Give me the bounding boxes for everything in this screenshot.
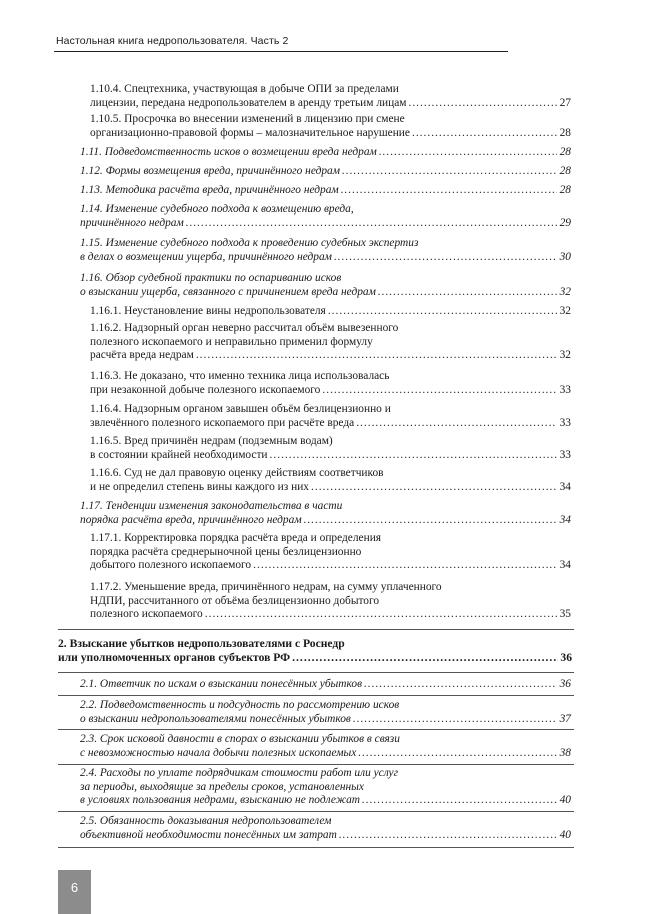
toc-entry	[90, 403, 571, 430]
toc-entry	[90, 113, 571, 140]
leader-dots	[205, 608, 557, 622]
toc-entry	[80, 699, 571, 726]
toc-entry	[90, 370, 571, 397]
toc-page-number: 40	[559, 828, 571, 841]
section-divider	[58, 811, 574, 812]
toc-entry-line: 1.16.5. Вред причинён недрам (подземным водам)	[90, 435, 333, 447]
toc-entry-line: 1.10.4. Спецтехника, участвующая в добыче ОПИ за пределами	[90, 83, 399, 95]
toc-entry-line: 2.3. Срок исковой давности в спорах о взыскании убытков в связи	[80, 733, 400, 745]
toc-page-number: 34	[559, 559, 571, 572]
toc-entry	[80, 767, 571, 808]
toc-entry-title: лицензии, передана недропользователем в аренду третьим лицам	[90, 96, 407, 109]
toc-page-number: 28	[559, 165, 571, 177]
toc-entry	[80, 203, 571, 230]
toc-page-number: 28	[559, 184, 571, 196]
leader-dots	[339, 829, 557, 843]
toc-entry-title: объективной необходимости понесённых им затрат	[80, 828, 337, 841]
toc-entry	[80, 272, 571, 299]
leader-dots	[186, 217, 557, 231]
leader-dots	[341, 184, 557, 198]
toc-entry-title: 2.1. Ответчик по искам о взыскании понесённых убытков	[80, 678, 363, 690]
toc-page-number: 40	[559, 794, 571, 807]
leader-dots	[353, 713, 557, 727]
toc-entry	[90, 467, 571, 494]
toc-page-number: 32	[559, 305, 571, 317]
toc-entry	[80, 237, 571, 264]
leader-dots	[364, 678, 557, 692]
toc-entry-line: 2.4. Расходы по уплате подрядчикам стоимости работ или услуг	[80, 767, 399, 779]
toc-entry-line: 2. Взыскание убытков недропользователями с Роснедр	[58, 637, 345, 650]
toc-entry-title: причинённого недрам	[80, 216, 184, 229]
toc-entry-line: 1.16. Обзор судебной практики по оспариванию исков	[80, 272, 342, 284]
toc-entry-title: 1.11. Подведомственность исков о возмещении вреда недрам	[80, 146, 377, 158]
toc-page-number: 33	[559, 416, 571, 429]
leader-dots	[253, 559, 557, 573]
toc-page-number: 36	[560, 650, 572, 664]
toc-entry-title: или уполномоченных органов субъектов РФ	[58, 650, 291, 664]
section-divider	[58, 629, 574, 630]
leader-dots	[334, 251, 557, 265]
toc-entry	[90, 83, 571, 110]
toc-entry-title: 1.16.1. Неустановление вины недропользователя	[90, 305, 326, 317]
toc-page-number: 34	[559, 480, 571, 493]
toc-entry-title: добытого полезного ископаемого	[90, 559, 252, 572]
toc-entry	[80, 165, 571, 179]
toc-entry-line: 1.16.6. Суд не дал правовую оценку действиям соответчиков	[90, 467, 384, 479]
leader-dots	[328, 305, 557, 319]
section-divider	[58, 764, 574, 765]
toc-entry-line: порядка расчёта среднерыночной цены безлицензионно	[90, 545, 362, 558]
toc-page-number: 38	[559, 746, 571, 759]
leader-dots	[304, 514, 557, 528]
toc-entry-line: за периоды, выходящие за пределы сроков, установленных	[80, 780, 364, 793]
toc-entry	[80, 500, 571, 527]
toc-entry-title: в состоянии крайней необходимости	[90, 448, 268, 461]
leader-dots	[311, 481, 557, 495]
toc-page-number: 35	[559, 608, 571, 621]
toc-page-number: 36	[559, 678, 571, 690]
toc-page-number: 32	[559, 285, 571, 298]
toc-entry-title: порядка расчёта вреда, причинённого недрам	[80, 513, 302, 526]
leader-dots	[292, 651, 558, 665]
toc-entry-line: 1.17.1. Корректировка порядка расчёта вреда и определения	[90, 532, 382, 544]
toc-page-number: 37	[559, 712, 571, 725]
toc-entry-title: 1.12. Формы возмещения вреда, причинённого недрам	[80, 165, 341, 177]
toc-entry-title: в делах о возмещении ущерба, причинённого недрам	[80, 250, 332, 263]
leader-dots	[196, 349, 557, 363]
leader-dots	[270, 449, 557, 463]
toc-entry-title: с невозможностью начала добычи полезных ископаемых	[80, 746, 357, 759]
toc-section-entry	[58, 637, 572, 664]
toc-entry-title: полезного ископаемого	[90, 608, 203, 621]
toc-page-number: 33	[559, 383, 571, 396]
toc-page-number: 28	[559, 126, 571, 139]
toc-entry-title: звлечённого полезного ископаемого при расчёте вреда	[90, 416, 355, 429]
toc-entry-line: 2.5. Обязанность доказывания недропользователем	[80, 815, 332, 827]
toc-entry-line: 1.14. Изменение судебного подхода к возмещению вреда,	[80, 203, 354, 215]
toc-entry-line: 2.2. Подведомственность и подсудность по рассмотрению исков	[80, 699, 400, 711]
toc-entry-title: расчёта вреда недрам	[90, 349, 194, 362]
section-divider	[58, 672, 574, 673]
toc-entry-line: 1.17.2. Уменьшение вреда, причинённого недрам, на сумму уплаченного	[90, 581, 442, 593]
toc-entry-title: о взыскании недропользователями понесённых убытков	[80, 712, 351, 725]
leader-dots	[356, 417, 557, 431]
toc-entry-line: 1.16.3. Не доказано, что именно техника лица использовалась	[90, 370, 390, 382]
toc-page-number: 29	[559, 216, 571, 229]
section-divider	[58, 847, 574, 848]
toc-entry-title: организационно-правовой формы – малозначительное нарушение	[90, 126, 410, 139]
toc-entry	[80, 146, 571, 160]
toc-entry-line: 1.10.5. Просрочка во внесении изменений в лицензию при смене	[90, 113, 405, 125]
page-number-tab: 6	[58, 870, 91, 914]
leader-dots	[322, 384, 557, 398]
toc-page-number: 30	[559, 250, 571, 263]
leader-dots	[342, 165, 557, 179]
toc-entry-line: 1.17. Тенденции изменения законодательства в части	[80, 500, 343, 512]
toc-page-number: 34	[559, 513, 571, 526]
toc-entry	[80, 733, 571, 760]
toc-entry-title: и не определил степень вины каждого из них	[90, 480, 309, 493]
toc-entry	[80, 678, 571, 692]
toc-entry	[90, 581, 571, 622]
toc-entry-line: 1.16.4. Надзорным органом завышен объём безлицензионно и	[90, 403, 391, 415]
toc-entry-line: НДПИ, рассчитанного от объёма безлицензионно добытого	[90, 594, 380, 607]
toc-entry-title: в условиях пользования недрами, взысканию не подлежат	[80, 794, 360, 807]
toc-page-number: 33	[559, 448, 571, 461]
toc-entry-title: 1.13. Методика расчёта вреда, причинённого недрам	[80, 184, 339, 196]
toc-entry	[90, 532, 571, 573]
running-header: Настольная книга недропользователя. Часть 2	[56, 35, 289, 47]
toc-page-number: 28	[559, 146, 571, 158]
leader-dots	[408, 97, 557, 111]
leader-dots	[362, 794, 557, 808]
leader-dots	[379, 146, 557, 160]
toc-entry	[90, 305, 571, 319]
toc-page-number: 32	[559, 349, 571, 362]
toc-entry-line: 1.16.2. Надзорный орган неверно рассчитал объём вывезенного	[90, 322, 399, 334]
toc-entry	[80, 815, 571, 842]
toc-entry-line: 1.15. Изменение судебного подхода к проведению судебных экспертиз	[80, 237, 419, 249]
toc-entry-title: при незаконной добыче полезного ископаемого	[90, 383, 321, 396]
toc-entry	[90, 435, 571, 462]
leader-dots	[378, 286, 557, 300]
section-divider	[58, 695, 574, 696]
toc-entry	[90, 322, 571, 363]
toc-entry-line: полезного ископаемого и неправильно применил формулу	[90, 335, 373, 348]
toc-entry-title: о взыскании ущерба, связанного с причинением вреда недрам	[80, 285, 376, 298]
toc-page-number: 27	[559, 96, 571, 109]
leader-dots	[412, 127, 557, 141]
leader-dots	[358, 747, 557, 761]
toc-entry	[80, 184, 571, 198]
section-divider	[58, 729, 574, 730]
